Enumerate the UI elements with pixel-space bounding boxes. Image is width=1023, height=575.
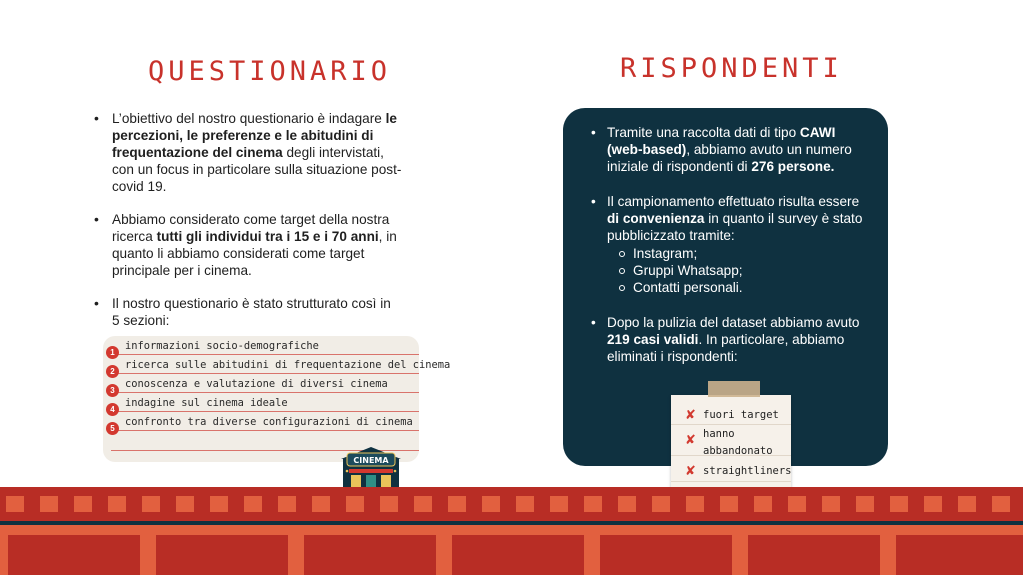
- section-number: 5: [106, 422, 119, 435]
- section-row: [103, 336, 419, 355]
- cinema-building-icon: [337, 445, 405, 489]
- bullet-structure: • Il nostro questionario è stato strutturato così in 5 sezioni:: [92, 295, 402, 329]
- tape-decoration: [708, 381, 760, 397]
- section-row: [103, 355, 451, 376]
- channels-list: [607, 245, 871, 296]
- section-number: 3: [106, 384, 119, 397]
- section-label: confronto tra diverse configurazioni di cinema: [125, 416, 413, 428]
- cross-icon: ✘: [685, 433, 696, 448]
- bullet-target: • Abbiamo considerato come target della nostra ricerca tutti gli individui tra i 15 e i 70 anni, in quanto li abbiamo considerati come target principale per i cinema.: [92, 211, 402, 279]
- section-number: 1: [106, 346, 119, 359]
- section-number: 2: [106, 365, 119, 378]
- section-row: [103, 393, 419, 412]
- bullet-objective: • L’obiettivo del nostro questionario è indagare le percezioni, le preferenze e le abitudini di frequentazione del cinema degli intervistati, con un focus in particolare sulla situazione post-covid 19.: [92, 110, 402, 195]
- section-row: [103, 412, 419, 431]
- channel-item: Instagram;: [607, 245, 871, 262]
- bullet-data-collection: • Tramite una raccolta dati di tipo CAWI (web-based), abbiamo avuto un numero iniziale di rispondenti di 276 persone.: [591, 124, 871, 175]
- section-label: informazioni socio-demografiche: [125, 340, 319, 352]
- sections-notebook: [103, 336, 451, 462]
- section-row: [103, 374, 419, 393]
- rispondenti-heading: RISPONDENTI: [620, 53, 843, 84]
- questionario-heading: QUESTIONARIO: [148, 56, 392, 87]
- cinema-sign-text: CINEMA: [353, 456, 389, 465]
- excluded-note: ✘ fuori target ✘ hanno abbandonato ✘ straightliners: [671, 395, 791, 495]
- section-label: conoscenza e valutazione di diversi cinema: [125, 378, 388, 390]
- cross-icon: ✘: [685, 464, 696, 479]
- section-label: indagine sul cinema ideale: [125, 397, 288, 409]
- section-label: ricerca sulle abitudini di frequentazione del cinema: [125, 359, 451, 371]
- bullet-sampling: • Il campionamento effettuato risulta essere di convenienza in quanto il survey è stato pubblicizzato tramite: Instagram; Gruppi Whatsapp; Contatti personali.: [591, 193, 871, 296]
- channel-item: Contatti personali.: [607, 279, 871, 296]
- cross-icon: ✘: [685, 408, 696, 423]
- section-number: 4: [106, 403, 119, 416]
- channel-item: Gruppi Whatsapp;: [607, 262, 871, 279]
- film-strip-decoration: [0, 487, 1023, 575]
- bullet-cleaning: • Dopo la pulizia del dataset abbiamo avuto 219 casi validi. In particolare, abbiamo eliminati i rispondenti:: [591, 314, 871, 365]
- questionario-bullets: [92, 110, 402, 345]
